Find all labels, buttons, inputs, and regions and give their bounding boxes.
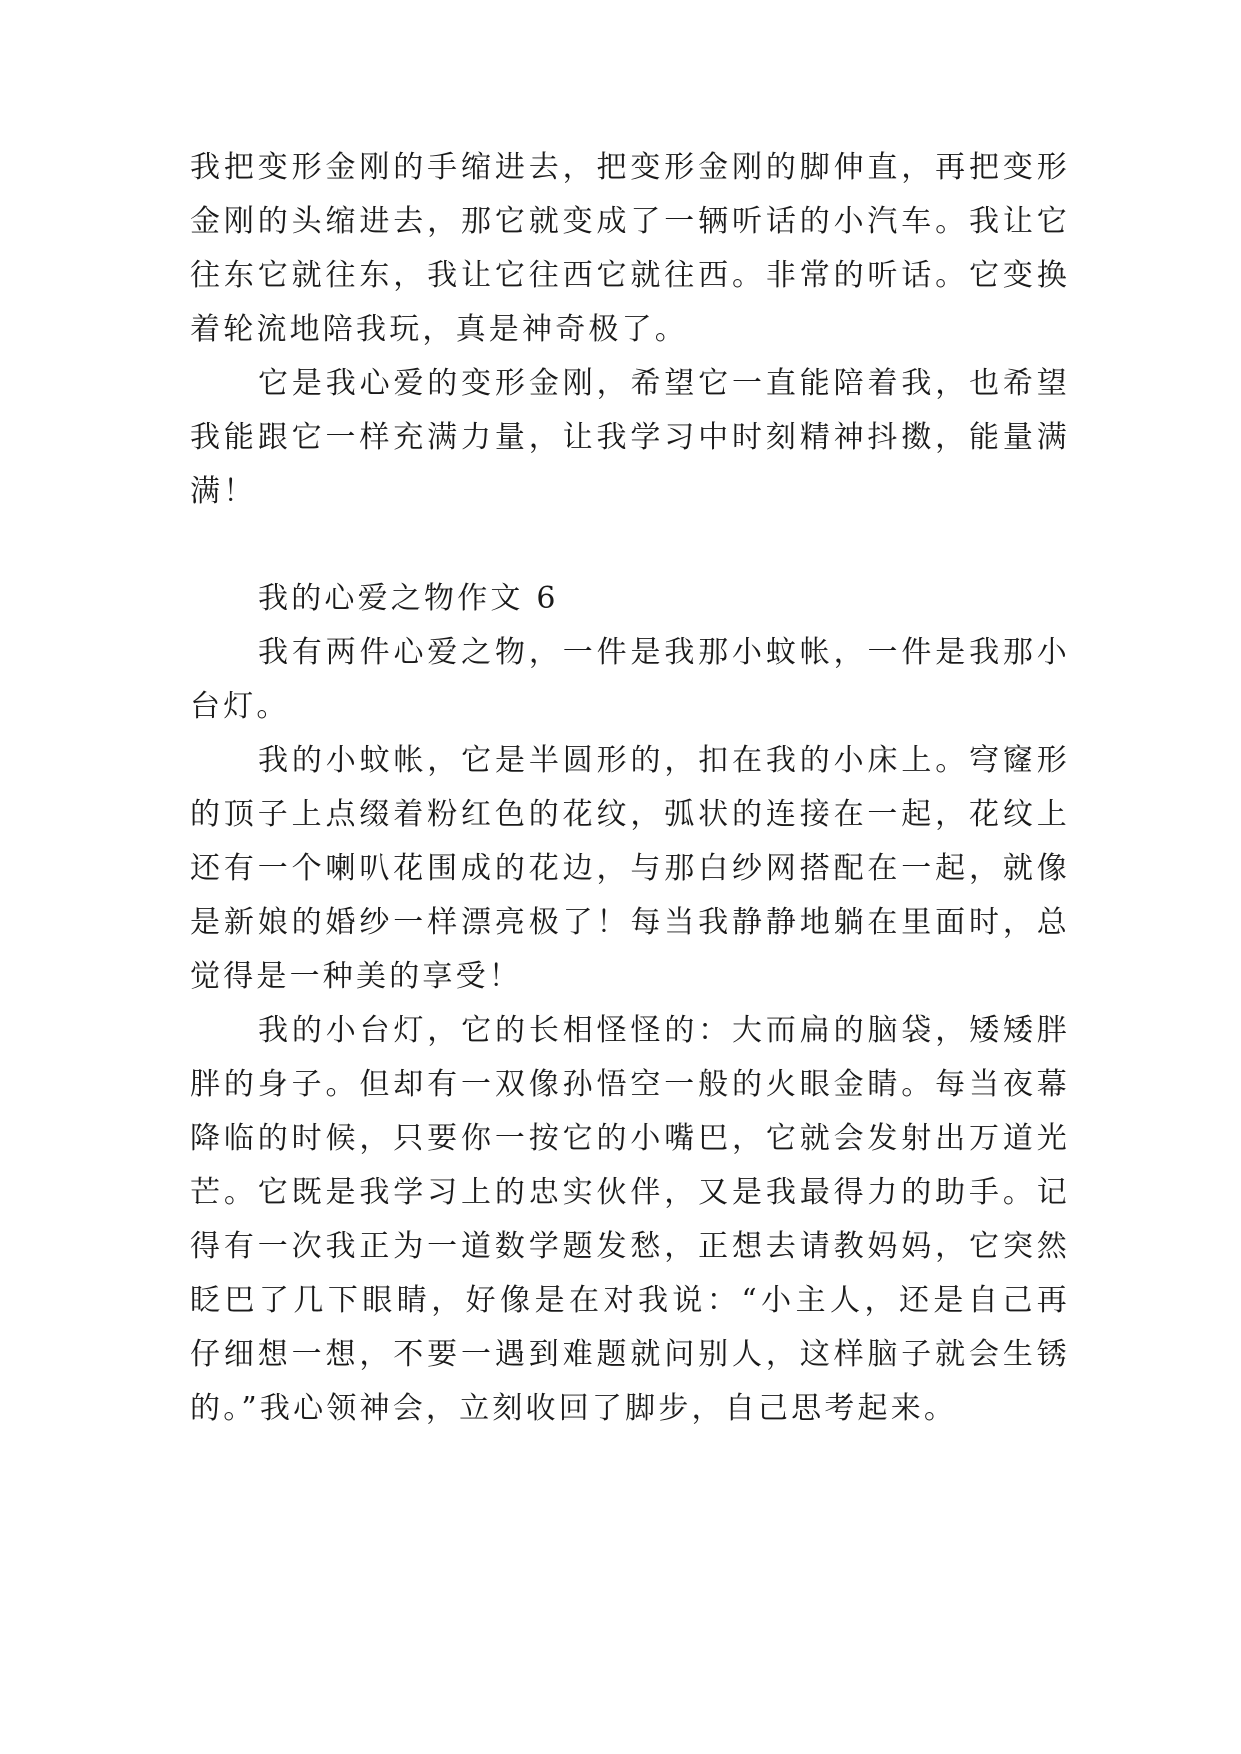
text-line: 觉得是一种美的享受！ xyxy=(190,959,522,994)
text-line: 金刚的头缩进去，那它就变成了一辆听话的小汽车。我让它 xyxy=(190,204,1070,239)
text-line: 台灯。 xyxy=(190,689,290,724)
text-line: 眨巴了几下眼睛，好像是在对我说：“小主人，还是自己再 xyxy=(190,1283,1070,1318)
text-line: 是新娘的婚纱一样漂亮极了！每当我静静地躺在里面时，总 xyxy=(190,905,1070,940)
text-line: 它是我心爱的变形金刚，希望它一直能陪着我，也希望 xyxy=(258,366,1070,401)
text-line: 仔细想一想，不要一遇到难题就问别人，这样脑子就会生锈 xyxy=(190,1337,1070,1372)
text-line: 芒。它既是我学习上的忠实伙伴，又是我最得力的助手。记 xyxy=(190,1175,1070,1210)
text-line: 着轮流地陪我玩，真是神奇极了。 xyxy=(190,312,688,347)
text-line: 我的小蚊帐，它是半圆形的，扣在我的小床上。穹窿形 xyxy=(258,743,1070,778)
text-line: 我有两件心爱之物，一件是我那小蚊帐，一件是我那小 xyxy=(258,635,1070,670)
essay-heading: 我的心爱之物作文 6 xyxy=(258,581,559,616)
text-line: 得有一次我正为一道数学题发愁，正想去请教妈妈，它突然 xyxy=(190,1229,1070,1264)
text-line: 还有一个喇叭花围成的花边，与那白纱网搭配在一起，就像 xyxy=(190,851,1070,886)
text-line: 我把变形金刚的手缩进去，把变形金刚的脚伸直，再把变形 xyxy=(190,150,1070,185)
text-line: 往东它就往东，我让它往西它就往西。非常的听话。它变换 xyxy=(190,258,1070,293)
text-line: 胖的身子。但却有一双像孙悟空一般的火眼金睛。每当夜幕 xyxy=(190,1067,1070,1102)
text-line: 满！ xyxy=(190,474,257,509)
text-line: 降临的时候，只要你一按它的小嘴巴，它就会发射出万道光 xyxy=(190,1121,1070,1156)
text-line: 的。”我心领神会，立刻收回了脚步，自己思考起来。 xyxy=(190,1391,958,1426)
text-line: 的顶子上点缀着粉红色的花纹，弧状的连接在一起，花纹上 xyxy=(190,797,1070,832)
text-line: 我能跟它一样充满力量，让我学习中时刻精神抖擞，能量满 xyxy=(190,420,1070,455)
text-line: 我的小台灯，它的长相怪怪的：大而扁的脑袋，矮矮胖 xyxy=(258,1013,1070,1048)
